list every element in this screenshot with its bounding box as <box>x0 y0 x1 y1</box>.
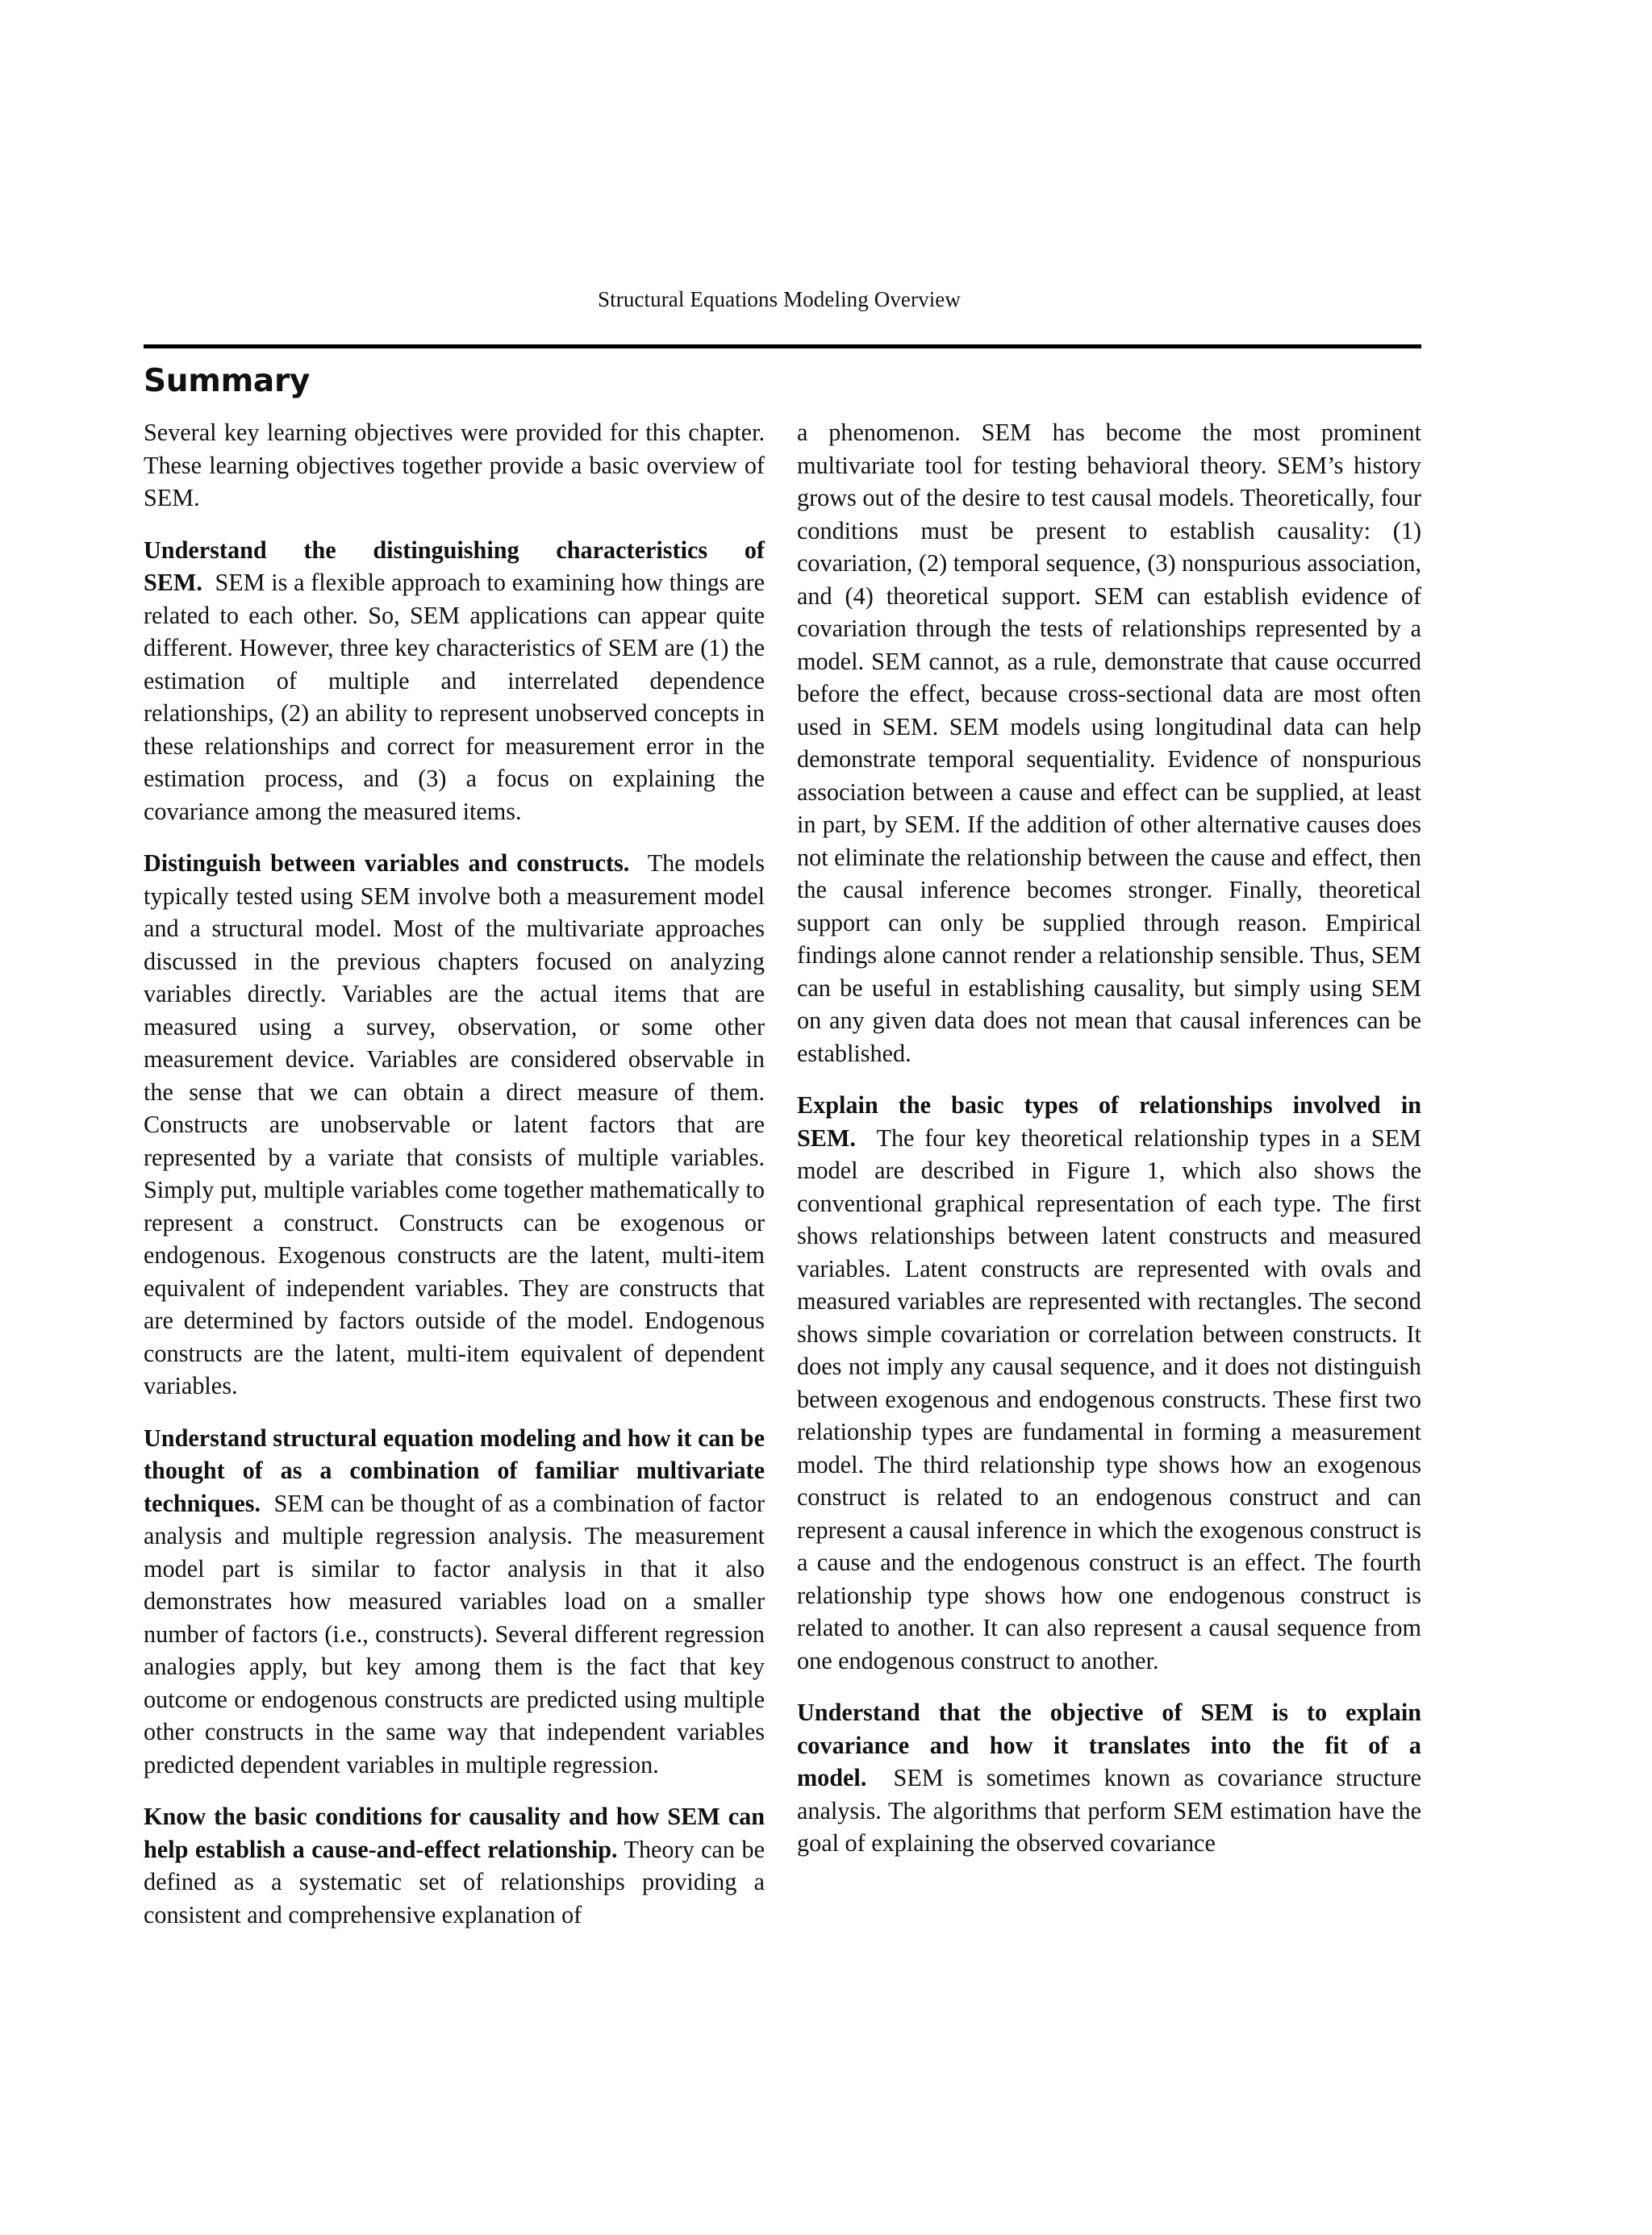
section-title: Summary <box>144 363 311 399</box>
paragraph-causality <box>144 1800 765 1931</box>
running-head: Structural Equations Modeling Overview <box>598 287 961 311</box>
paragraph-lead: Know the basic conditions for causality and how SEM can help establish a cause-and-effect relationship. <box>144 1803 765 1863</box>
paragraph-covariance-fit <box>797 1696 1421 1860</box>
paragraph-body: SEM is a flexible approach to examining how things are related to each other. So, SEM applications can appear quite different. However, three key characteristics of SEM are (1) the estimation of multiple and interrelated dependence relationships, (2) an ability to represent unobserved concepts in these relationships and correct for measurement error in the estimation process, and (3) a focus on explaining the covariance among the measured items. <box>144 569 765 825</box>
paragraph-variables-constructs <box>144 847 765 1403</box>
paragraph-lead: Explain the basic types of relationships involved in SEM. <box>797 1091 1421 1152</box>
paragraph-lead: Understand the distinguishing characteristics of SEM. <box>144 536 765 596</box>
paragraph-characteristics <box>144 534 765 828</box>
paragraph-relationship-types <box>797 1089 1421 1677</box>
paragraph-body: The models typically tested using SEM involve both a measurement model and a structural model. Most of the multivariate approaches discussed in the previous chapters focused on analyzing variables directly. Variables are the actual items that are measured using a survey, observation, or some other measurement device. Variables are considered observable in the sense that we can obtain a direct measure of them. Constructs are unobservable or latent factors that are represented by a variate that consists of multiple variables. Simply put, multiple variables come together mathematically to represent a construct. Constructs can be exogenous or endogenous. Exogenous constructs are the latent, multi-item equivalent of independent variables. They are constructs that are determined by factors outside of the model. Endogenous constructs are the latent, multi-item equivalent of dependent variables. <box>144 849 765 1399</box>
left-column <box>144 416 765 1931</box>
paragraph-sem-combination <box>144 1422 765 1782</box>
paragraph-body: SEM can be thought of as a combination of factor analysis and multiple regression analysis. The measurement model part is similar to factor analysis in that it also demonstrates how measured variables load on a smaller number of factors (i.e., constructs). Several different regression analogies apply, but key among them is the fact that key outcome or endogenous constructs are predicted using multiple other constructs in the same way that independent variables predicted dependent variables in multiple regression. <box>144 1489 766 1778</box>
intro-paragraph: Several key learning objectives were provided for this chapter. These learning objectives together provide a basic overview of SEM. <box>144 419 765 511</box>
header-rule <box>144 344 1421 348</box>
paragraph-body: SEM is sometimes known as covariance structure analysis. The algorithms that perform SEM estimation have the goal of explaining the observed covariance <box>797 1764 1422 1857</box>
paragraph-body: The four key theoretical relationship types in a SEM model are described in Figure 1, which also shows the conventional graphical representation of each type. The first shows relationships between latent constructs and measured variables. Latent constructs are represented with ovals and measured variables are represented with rectangles. The second shows simple covariation or correlation between constructs. It does not imply any causal sequence, and it does not distinguish between exogenous and endogenous constructs. These first two relationship types are fundamental in forming a measurement model. The third relationship type shows how an exogenous construct is related to an endogenous construct and can represent a causal inference in which the exogenous construct is a cause and the endogenous construct is an effect. The fourth relationship type shows how one endogenous construct is related to another. It can also represent a causal sequence from one endogenous construct to another. <box>797 1124 1421 1674</box>
right-column <box>797 416 1421 1860</box>
paragraph-body: Theory can be defined as a systematic set of relationships providing a consistent and comprehensive explanation of <box>144 1835 765 1929</box>
paragraph-lead: Understand structural equation modeling and how it can be thought of as a combination of familiar multivariate techniques. <box>144 1424 765 1517</box>
paragraph-lead: Distinguish between variables and constructs. <box>144 849 630 877</box>
paragraph-lead: Understand that the objective of SEM is to explain covariance and how it translates into the fit of a model. <box>797 1699 1421 1791</box>
paragraph-causality-continued: a phenomenon. SEM has become the most prominent multivariate tool for testing behavioral theory. SEM’s history grows out of the desire to test causal models. Theoretically, four conditions must be present to establish causality: (1) covariation, (2) temporal sequence, (3) nonspurious association, and (4) theoretical support. SEM can establish evidence of covariation through the tests of relationships represented by a model. SEM cannot, as a rule, demonstrate that cause occurred before the effect, because cross-sectional data are most often used in SEM. SEM models using longitudinal data can help demonstrate temporal sequentiality. Evidence of nonspurious association between a cause and effect can be supplied, at least in part, by SEM. If the addition of other alternative causes does not eliminate the relationship between the cause and effect, then the causal inference becomes stronger. Finally, theoretical support can only be supplied through reason. Empirical findings alone cannot render a relationship sensible. Thus, SEM can be useful in establishing causality, but simply using SEM on any given data does not mean that causal inferences can be established. <box>797 419 1421 1067</box>
